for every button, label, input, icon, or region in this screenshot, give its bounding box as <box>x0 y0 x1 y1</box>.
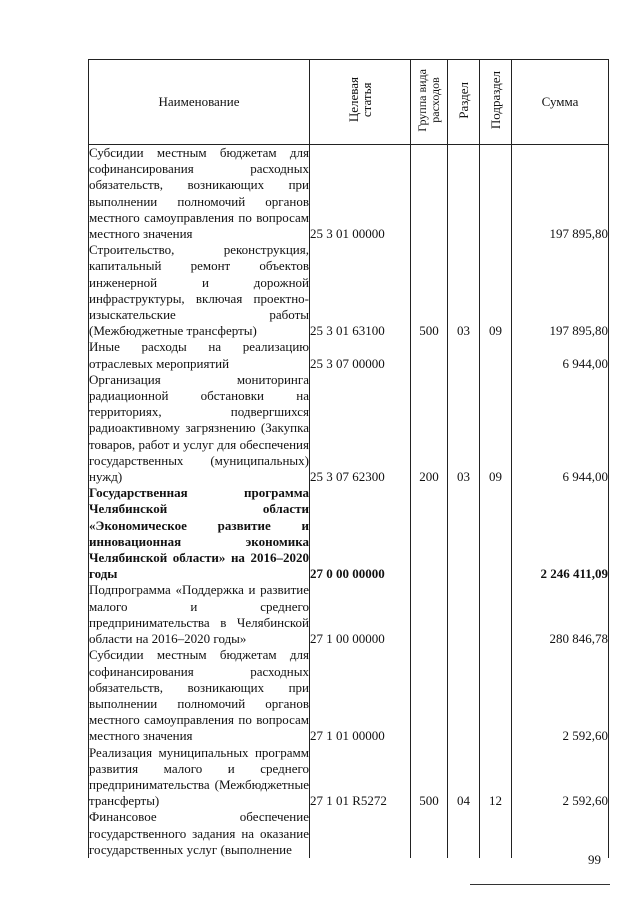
row-section: 03 <box>448 372 480 485</box>
row-subsection <box>480 485 512 582</box>
row-subsection: 09 <box>480 372 512 485</box>
row-subsection: 12 <box>480 745 512 810</box>
row-name: Субсидии местным бюджетам для софинансирования расходных обязательств, возникающих при выполнении полномочий органов местного самоуправления по вопросам местного значения <box>89 647 309 744</box>
row-section <box>448 809 480 858</box>
header-subsection: Подраздел <box>480 60 512 145</box>
row-target-article: 25 3 07 62300 <box>310 372 411 485</box>
row-sum <box>512 809 609 858</box>
row-section <box>448 647 480 744</box>
row-subsection <box>480 339 512 371</box>
row-sum: 2 592,60 <box>512 647 609 744</box>
row-sum: 6 944,00 <box>512 339 609 371</box>
row-expense-group <box>411 339 448 371</box>
row-target-article <box>310 809 411 858</box>
header-section: Раздел <box>448 60 480 145</box>
row-section <box>448 582 480 647</box>
table-header <box>89 60 609 145</box>
row-name: Организация мониторинга радиационной обстановки на территориях, подвергшихся радиоактивному загрязнению (Закупка товаров, работ и услуг для обеспечения государственных (муниципальных) нужд) <box>89 371 309 485</box>
footer-rule <box>470 884 610 885</box>
row-target-article: 27 1 01 R5272 <box>310 745 411 810</box>
row-sum: 280 846,78 <box>512 582 609 647</box>
row-expense-group <box>411 582 448 647</box>
row-sum: 6 944,00 <box>512 372 609 485</box>
row-expense-group <box>411 809 448 858</box>
header-name: Наименование <box>89 60 310 145</box>
row-target-article: 25 3 01 00000 <box>310 145 411 243</box>
row-name: Реализация муниципальных программ развития малого и среднего предпринимательства (Межбюджетные трансферты) <box>89 744 309 809</box>
row-expense-group <box>411 647 448 744</box>
row-name: Иные расходы на реализацию отраслевых мероприятий <box>89 339 309 371</box>
header-expense-group: Группа вида расходов <box>411 60 448 145</box>
row-sum: 2 246 411,09 <box>512 485 609 582</box>
row-name: Государственная программа Челябинской области «Экономическое развитие и инновационная экономика Челябинской области» на 2016–2020 годы <box>89 485 309 582</box>
header-target-article: Целевая статья <box>310 60 411 145</box>
row-sum: 2 592,60 <box>512 745 609 810</box>
row-section <box>448 485 480 582</box>
table-row <box>89 809 609 858</box>
row-name: Финансовое обеспечение государственного задания на оказание государственных услуг (выполнение <box>89 809 309 857</box>
row-target-article: 25 3 01 63100 <box>310 242 411 339</box>
row-subsection <box>480 145 512 243</box>
row-expense-group: 500 <box>411 242 448 339</box>
row-sum: 197 895,80 <box>512 242 609 339</box>
row-expense-group: 500 <box>411 745 448 810</box>
row-name: Строительство, реконструкция, капитальный ремонт объектов инженерной и дорожной инфраструктуры, включая проектно-изыскательские работы (Межбюджетные трансферты) <box>89 242 309 339</box>
row-subsection <box>480 809 512 858</box>
row-section: 04 <box>448 745 480 810</box>
row-expense-group: 200 <box>411 372 448 485</box>
page-number: 99 <box>588 852 601 867</box>
row-section: 03 <box>448 242 480 339</box>
row-target-article: 27 1 01 00000 <box>310 647 411 744</box>
row-target-article: 27 1 00 00000 <box>310 582 411 647</box>
row-subsection <box>480 647 512 744</box>
row-expense-group <box>411 485 448 582</box>
table-row <box>89 372 609 485</box>
row-section <box>448 145 480 243</box>
table-row <box>89 339 609 371</box>
row-subsection <box>480 582 512 647</box>
row-section <box>448 339 480 371</box>
table-body <box>89 145 609 858</box>
table-row <box>89 647 609 744</box>
budget-table <box>88 59 609 858</box>
row-target-article: 27 0 00 00000 <box>310 485 411 582</box>
row-sum: 197 895,80 <box>512 145 609 243</box>
row-target-article: 25 3 07 00000 <box>310 339 411 371</box>
header-sum: Сумма <box>512 60 609 145</box>
row-name: Субсидии местным бюджетам для софинансирования расходных обязательств, возникающих при выполнении полномочий органов местного самоуправления по вопросам местного значения <box>89 145 309 242</box>
row-subsection: 09 <box>480 242 512 339</box>
row-name: Подпрограмма «Поддержка и развитие малого и среднего предпринимательства в Челябинской области на 2016–2020 годы» <box>89 582 309 647</box>
table-row <box>89 242 609 339</box>
table-row <box>89 485 609 582</box>
table-row <box>89 745 609 810</box>
row-expense-group <box>411 145 448 243</box>
table-row <box>89 145 609 243</box>
table-row <box>89 582 609 647</box>
